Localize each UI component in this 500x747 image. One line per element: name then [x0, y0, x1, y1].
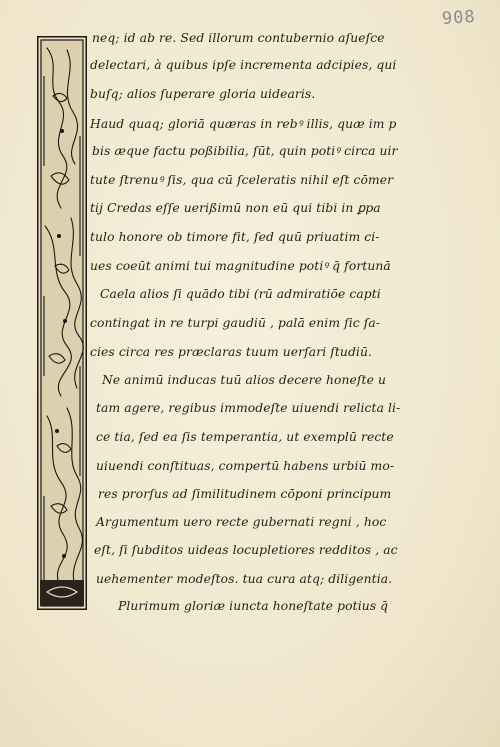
text-line: delectari, à quibus ipſe incrementa adcipies, qui	[90, 58, 397, 72]
text-line: Haud quaq; gloriā quæras in rebꝰ illis, quæ im p	[90, 117, 397, 131]
text-line: neq; id ab re. Sed illorum contubernio aſueſce	[92, 31, 385, 45]
text-line: eſt, ſi ſubditos uideas locupletiores redditos , ac	[94, 543, 398, 557]
folio-number: 908	[441, 6, 477, 30]
woodcut-border-ornament	[37, 36, 87, 610]
text-line: uiuendi conſtituas, compertū habens urbiū mo-	[96, 459, 395, 473]
text-line: uehementer modeſtos. tua cura atq; diligentia.	[96, 572, 393, 586]
text-line: bis æque factu poßibilia, ſūt, quin potiꝰ circa uir	[92, 144, 398, 158]
text-line: res prorſus ad ſimilitudinem cōponi principum	[98, 487, 392, 501]
text-line: tam agere, regibus immodeſte uiuendi relicta li-	[96, 401, 401, 415]
text-line: Ne animū inducas tuū alios decere honeſte u	[102, 373, 387, 387]
text-line: tute ſtrenuꝰ ſis, qua cū ſceleratis nihil eſt cōmer	[90, 173, 394, 187]
text-line: ues coeūt animi tui magnitudine potiꝰ q̄ fortunā	[90, 259, 391, 273]
text-line: Argumentum uero recte gubernati regni , hoc	[96, 515, 387, 529]
text-line: buſq; alios ſuperare gloria uidearis.	[90, 87, 316, 101]
text-line: tulo honore ob timore fit, ſed quū priuatim ci-	[90, 230, 380, 244]
text-line: ce tia, ſed ea ſis temperantia, ut exemplū recte	[96, 430, 394, 444]
text-line: contingat in re turpi gaudiū , palā enim ſic ſa-	[90, 316, 381, 330]
text-line: cies circa res præclaras tuum uerſari ſtudiū.	[90, 345, 372, 359]
text-line: Plurimum gloriæ iuncta honeſtate potius q̄	[118, 599, 389, 613]
text-line: Caela alios ſi quādo tibi (rū admiratiōe capti	[100, 287, 381, 301]
text-line: tij Credas eſſe uerißimū non eū qui tibi in ꝑpa	[90, 201, 381, 215]
